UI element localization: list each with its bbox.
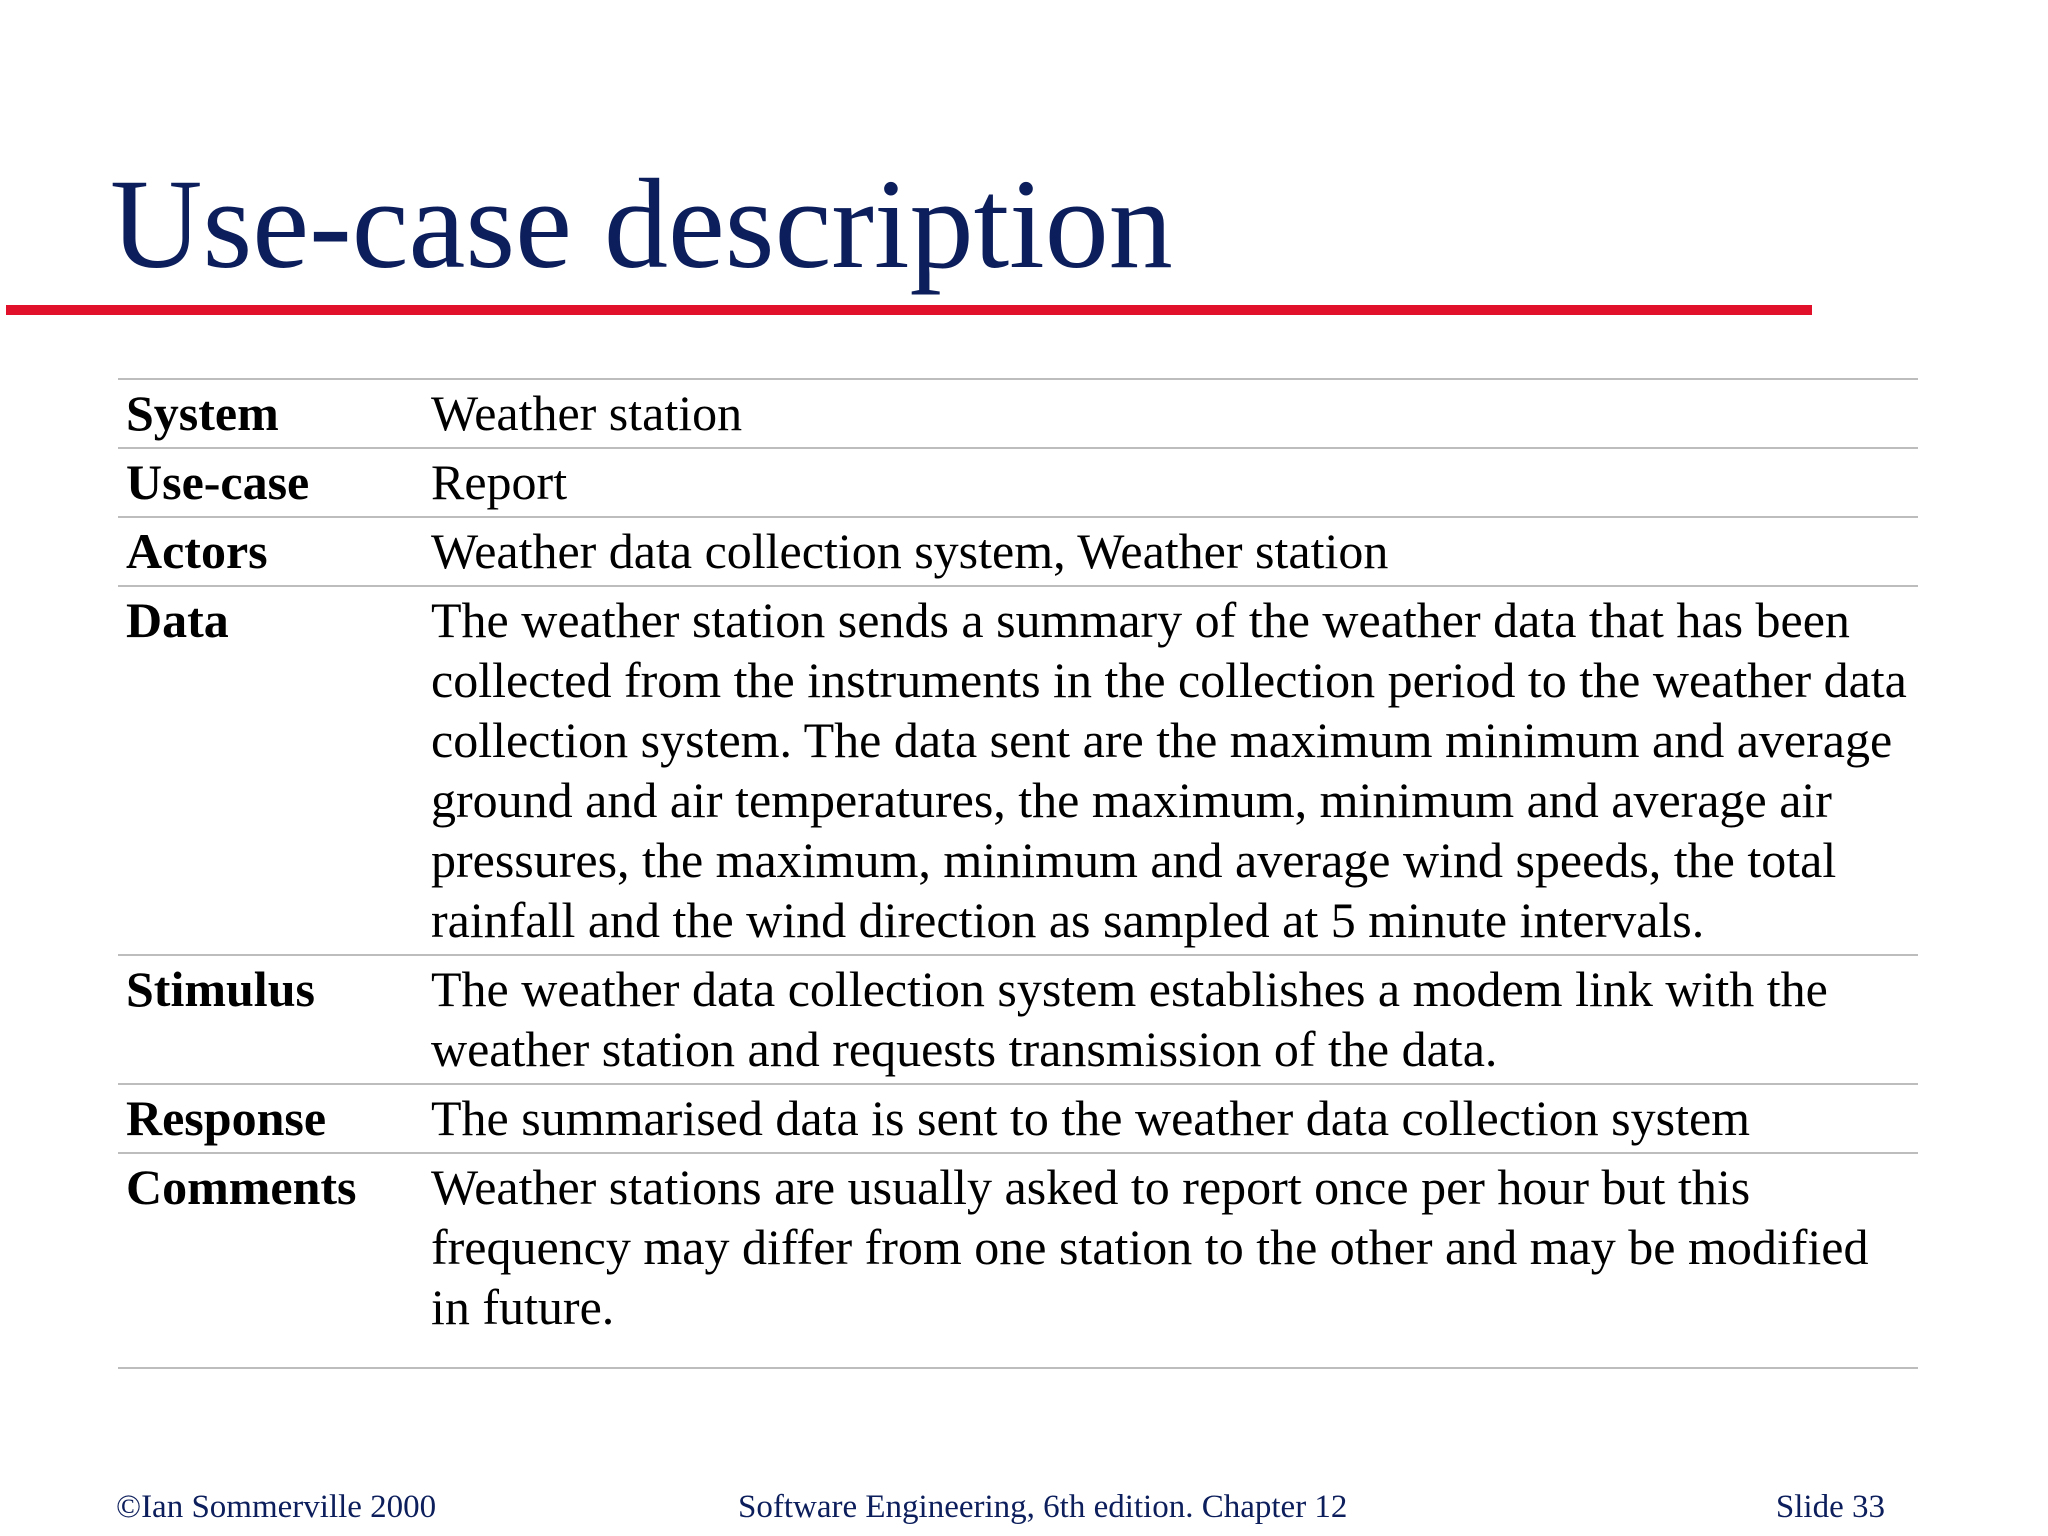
table-row-stimulus [118,955,1918,1084]
slide-title: Use-case description [110,153,1173,295]
table-row-data [118,586,1918,955]
footer-book-title: Software Engineering, 6th edition. Chapter 12 [738,1489,1348,1525]
footer-slide-number: Slide 33 [1775,1489,1885,1525]
table-row-comments [118,1153,1918,1368]
row-key-system: System [126,385,279,441]
row-value-response: The summarised data is sent to the weather data collection system [431,1090,1751,1146]
row-value-use-case: Report [431,454,568,510]
row-key-data: Data [126,592,229,648]
table-row-system [118,379,1918,448]
row-key-stimulus: Stimulus [126,961,315,1017]
row-key-response: Response [126,1090,327,1146]
row-value-stimulus: The weather data collection system establishes a modem link with the weather station and requests transmission of the data. [431,961,1828,1077]
row-value-comments: Weather stations are usually asked to report once per hour but this frequency may differ from one station to the other and may be modified in future. [431,1159,1869,1335]
footer-copyright: ©Ian Sommerville 2000 [116,1489,437,1525]
row-value-actors: Weather data collection system, Weather station [431,523,1389,579]
table-row-response [118,1084,1918,1153]
row-key-use-case: Use-case [126,454,310,510]
table-row-actors [118,517,1918,586]
table-row-use-case [118,448,1918,517]
row-key-comments: Comments [126,1159,357,1215]
row-key-actors: Actors [126,523,268,579]
row-value-data: The weather station sends a summary of the weather data that has been collected from the instruments in the collection period to the weather data collection system. The data sent are the maximum minimum and average ground and air temperatures, the maximum, minimum and average air pressures, the maximum, minimum and average wind speeds, the total rainfall and the wind direction as sampled at 5 minute intervals. [431,592,1907,948]
title-underline-rule [6,305,1812,315]
row-value-system: Weather station [431,385,743,441]
use-case-description-table [118,378,1918,1369]
